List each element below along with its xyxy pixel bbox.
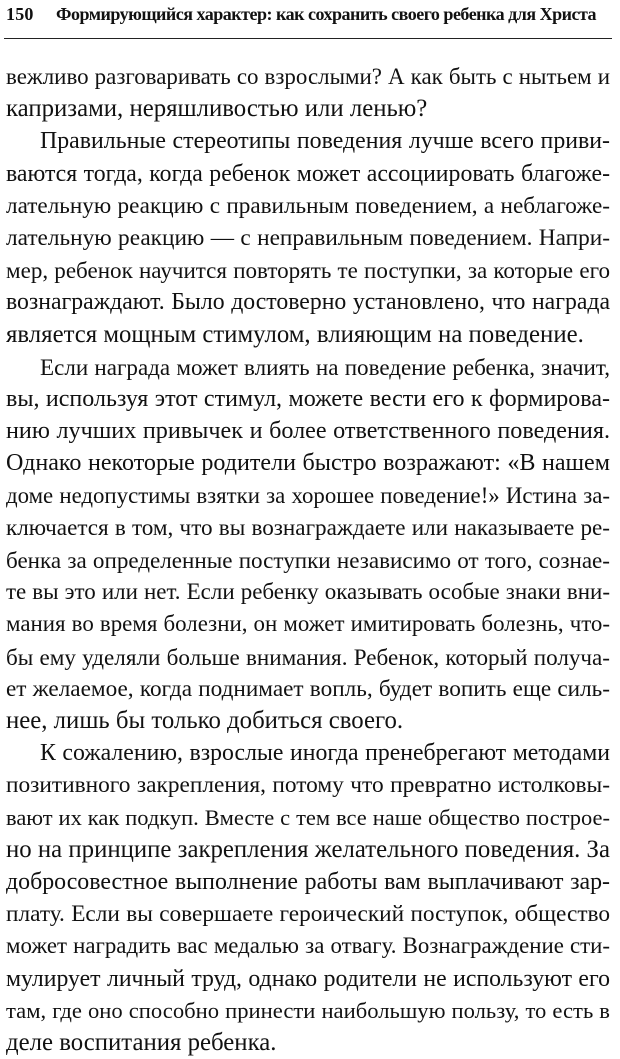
text-line: может наградить вас медалью за отвагу. Вознаграждение сти- (6, 933, 610, 959)
page-number: 150 (6, 4, 34, 24)
text-line: лательную реакцию с правильным поведением, а неблагоже- (6, 192, 610, 219)
text-line: мулирует личный труд, однако родители не используют его (6, 965, 610, 992)
text-line: но на принципе закрепления желательного поведения. За (6, 835, 610, 863)
body-text (6, 61, 610, 1059)
running-header (4, 4, 612, 39)
text-line: позитивного закрепления, потому что превратно истолковы- (6, 772, 610, 799)
text-line: доме недопустимы взятки за хорошее поведение!» Истина за- (6, 482, 610, 508)
paragraph (6, 351, 610, 737)
text-line: ет желаемое, когда поднимает вопль, будет вопить еще силь- (6, 675, 610, 702)
paragraph (6, 737, 610, 1059)
text-line: вают их как подкуп. Вместе с тем все наше общество построе- (6, 804, 610, 830)
paragraph (6, 125, 610, 350)
text-line: деле воспитания ребенка. (6, 1029, 277, 1057)
text-line: К сожалению, взрослые иногда пренебрегают методами (40, 740, 610, 767)
text-line: Если награда может влиять на поведение ребенка, значит, (40, 353, 610, 380)
text-line: капризами, неряшливостью или ленью? (6, 95, 428, 123)
text-line: Однако некоторые родители быстро возражают: «В нашем (6, 450, 610, 477)
text-line: мер, ребенок научится повторять те поступки, за которые его (6, 257, 610, 284)
text-line: вознаграждают. Было достоверно установлено, что награда (6, 289, 610, 316)
text-line: там, где оно способно принести наибольшую пользу, то есть в (6, 997, 610, 1023)
text-line: плату. Если вы совершаете героический поступок, общество (6, 901, 610, 928)
text-line: является мощным стимулом, влияющим на поведение. (6, 320, 584, 348)
text-line: бенка за определенные поступки независимо от того, сознае- (6, 547, 610, 574)
paragraph (6, 61, 610, 125)
text-line: лательную реакцию — с неправильным поведением. Напри- (6, 225, 610, 252)
text-line: нее, лишь бы только добиться своего. (6, 707, 404, 735)
text-line: ваются тогда, когда ребенок может ассоциировать благоже- (6, 160, 610, 187)
text-line: Правильные стереотипы поведения лучше всего приви- (40, 128, 610, 155)
text-line: нию лучших привычек и более ответственного поведения. (6, 417, 610, 445)
text-line: мания во время болезни, он может имитировать болезнь, что- (6, 611, 610, 637)
running-title: Формирующийся характер: как сохранить своего ребенка для Христа (56, 4, 597, 24)
text-line: ключается в том, что вы вознаграждаете или наказываете ре- (6, 514, 610, 541)
text-line: бы ему уделяли больше внимания. Ребенок, который получа- (6, 643, 610, 670)
text-line: те вы это или нет. Если ребенку оказывать особые знаки вни- (6, 579, 610, 605)
text-line: вы, используя этот стимул, можете вести его к формирова- (6, 386, 610, 413)
text-line: добросовестное выполнение работы вам выплачивают зар- (6, 869, 610, 896)
text-line: вежливо разговаривать со взрослыми? А как быть с нытьем и (6, 64, 610, 89)
